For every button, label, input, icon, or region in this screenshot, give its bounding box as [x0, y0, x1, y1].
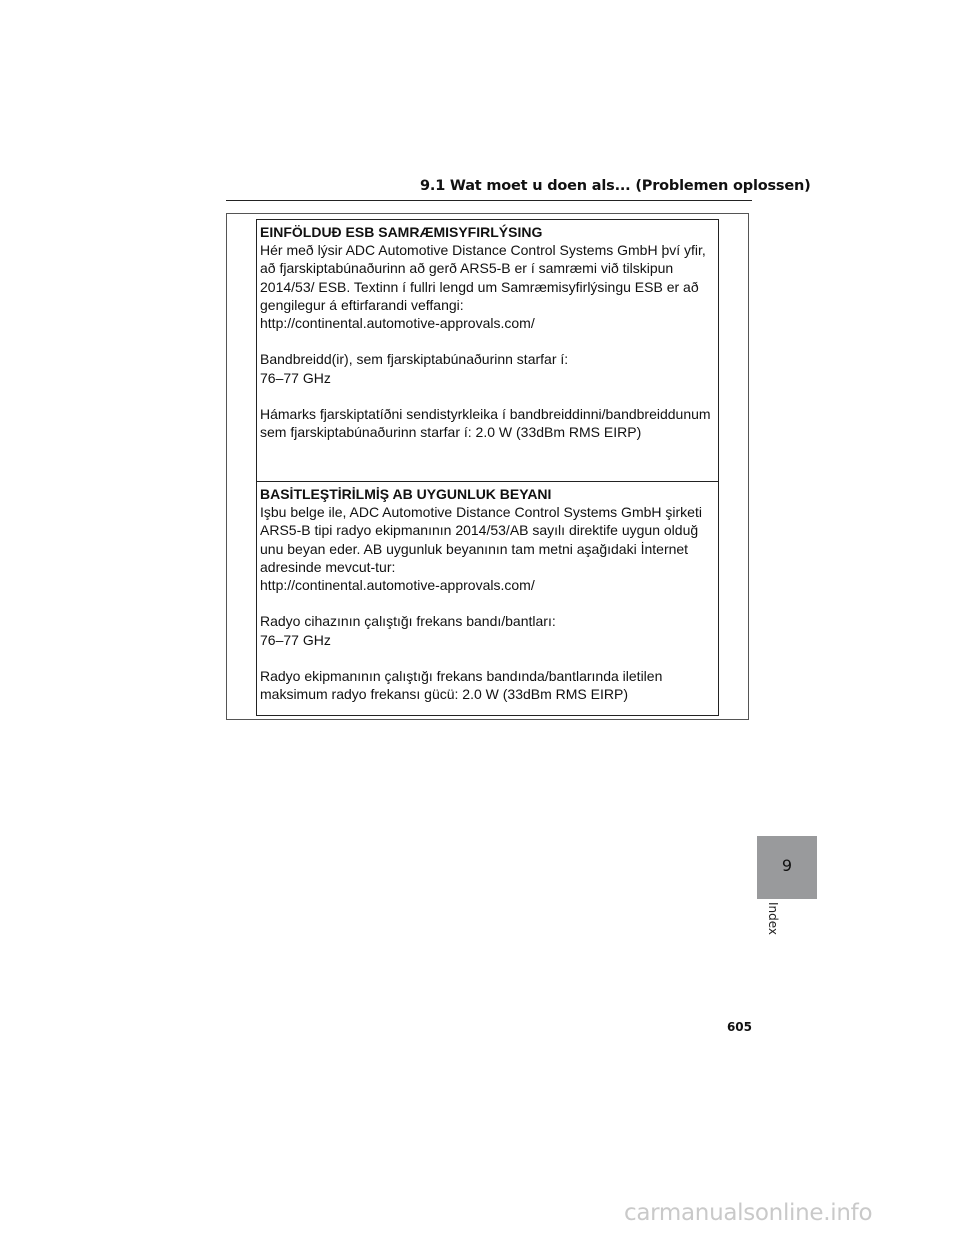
chapter-tab [757, 836, 817, 899]
header-divider [226, 200, 752, 201]
turkish-para1-line: unu beyan eder. AB uygunluk beyanının tam metni aşağıdaki İnternet [260, 540, 689, 557]
turkish-para3-line: maksimum radyo frekansı gücü: 2.0 W (33dBm RMS EIRP) [260, 686, 628, 703]
paragraph-gap [260, 387, 718, 405]
chapter-number: 9 [781, 856, 793, 875]
paragraph-gap [260, 332, 718, 350]
icelandic-para3-line: Hámarks fjarskiptatíðni sendistyrkleika í bandbreiddinni/bandbreiddunum [260, 406, 711, 422]
paragraph-gap [260, 594, 718, 612]
page-header-title: 9.1 Wat moet u doen als... (Problemen oplossen) [420, 178, 811, 194]
turkish-para2-line: Radyo cihazının çalıştığı frekans bandı/bantları: [260, 613, 556, 630]
icelandic-para3-line: sem fjarskiptabúnaðurinn starfar í: 2.0 W (33dBm RMS EIRP) [260, 424, 642, 441]
turkish-heading: BASİTLEŞTİRİLMİŞ AB UYGUNLUK BEYANI [260, 486, 552, 502]
turkish-url: http://continental.automotive-approvals.com/ [260, 577, 535, 594]
icelandic-frequency: 76–77 GHz [260, 369, 331, 386]
turkish-para1-line: ARS5-B tipi radyo ekipmanının 2014/53/AB sayılı direktife uygun olduğ [260, 522, 699, 539]
icelandic-para2-line: Bandbreidd(ir), sem fjarskiptabúnaðurinn starfar í: [260, 351, 569, 368]
icelandic-para1-line: Hér með lýsir ADC Automotive Distance Control Systems GmbH því yfir, [260, 242, 706, 259]
icelandic-url: http://continental.automotive-approvals.com/ [260, 315, 535, 332]
watermark-text: carmanualsonline.info [624, 1200, 873, 1226]
icelandic-para1-line: að fjarskiptabúnaðurinn að gerð ARS5-B er í samræmi við tilskipun [260, 260, 674, 277]
icelandic-para1-line: gengilegur á eftirfarandi veffangi: [260, 296, 464, 313]
turkish-para1-line: Işbu belge ile, ADC Automotive Distance Control Systems GmbH şirketi [260, 504, 702, 521]
icelandic-declaration-box [256, 219, 719, 482]
page-number: 605 [726, 1020, 752, 1034]
turkish-para1-line: adresinde mevcut-tur: [260, 558, 396, 575]
turkish-declaration-box [256, 482, 719, 716]
icelandic-para1-line: 2014/53/ ESB. Textinn í fullri lengd um Samræmisyfirlýsingu ESB er að [260, 278, 699, 295]
paragraph-gap [260, 649, 718, 667]
turkish-frequency: 76–77 GHz [260, 631, 331, 648]
chapter-tab-label: Index [766, 902, 780, 936]
turkish-para3-line: Radyo ekipmanının çalıştığı frekans bandında/bantlarında iletilen [260, 668, 663, 684]
icelandic-heading: EINFÖLDUÐ ESB SAMRÆMISYFIRLÝSING [260, 224, 543, 240]
